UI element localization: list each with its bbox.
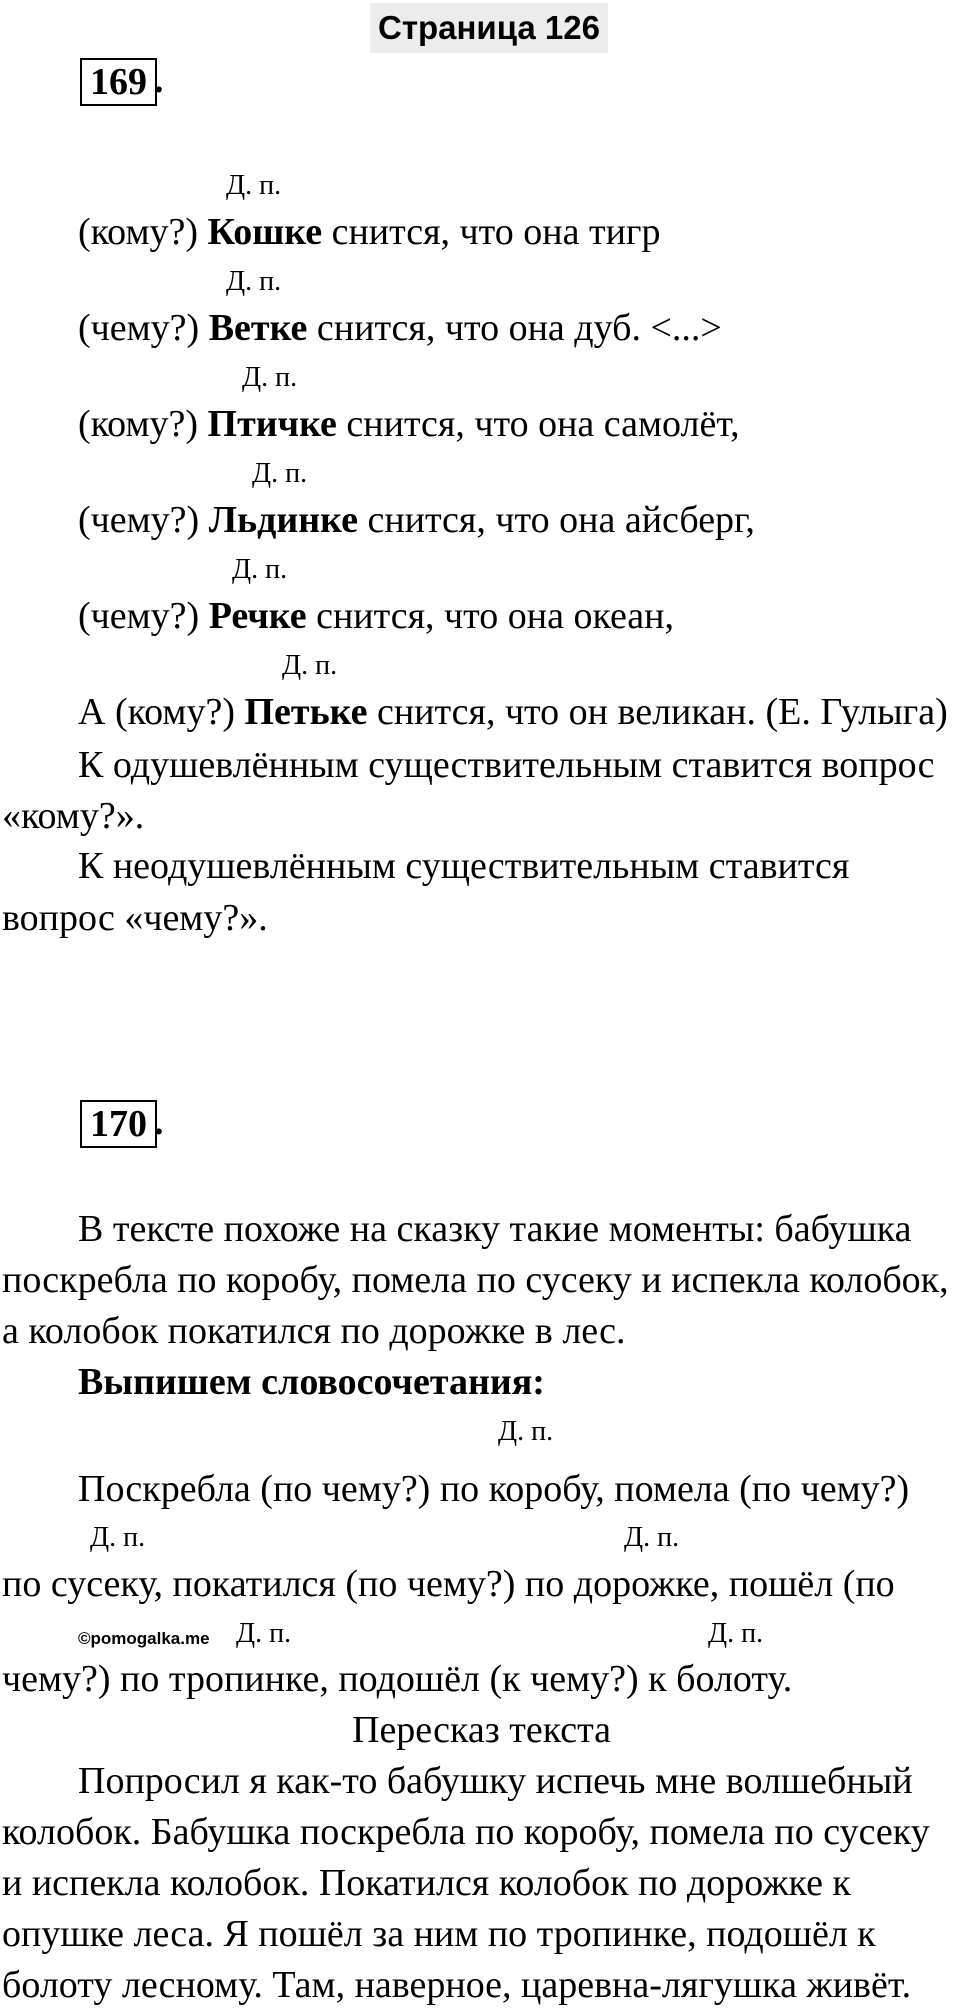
task-number-dot: . [154, 59, 164, 101]
case-note: Д. п. [252, 458, 308, 489]
case-note: Д. п. [236, 1618, 292, 1649]
paragraph-line: вопрос «чему?». [2, 897, 268, 939]
case-note: Д. п. [498, 1416, 554, 1447]
case-note: Д. п. [624, 1522, 680, 1553]
subheading: Выпишем словосочетания: [78, 1361, 545, 1403]
poem-line: (чему?) Льдинке снится, что она айсберг, [78, 499, 755, 541]
page-title: Страница 126 [370, 3, 608, 53]
paragraph-line: «кому?». [2, 795, 145, 837]
poem-line: (чему?) Ветке снится, что она дуб. <...> [78, 307, 722, 349]
task-number-170: 170 [80, 1100, 157, 1148]
poem-line: А (кому?) Петьке снится, что он великан. (Е. Гулыга) [78, 691, 948, 733]
paragraph-line: а колобок покатился по дорожке в лес. [2, 1310, 626, 1352]
case-note: Д. п. [226, 266, 282, 297]
case-note: Д. п. [282, 650, 338, 681]
case-note: Д. п. [708, 1618, 764, 1649]
poem-line: (кому?) Птичке снится, что она самолёт, [78, 403, 740, 445]
paragraph-line: поскребла по коробу, помела по сусеку и испекла колобок, [2, 1259, 949, 1301]
poem-line: (кому?) Кошке снится, что она тигр [78, 211, 661, 253]
paragraph-line: В тексте похоже на сказку такие моменты: бабушка [78, 1208, 912, 1250]
paragraph-line: К неодушевлённым существительным ставится [78, 845, 850, 887]
phrase-line: чему?) по тропинке, подошёл (к чему?) к болоту. [2, 1658, 793, 1700]
paragraph-line: колобок. Бабушка поскребла по коробу, помела по сусеку [2, 1811, 930, 1853]
case-note: Д. п. [232, 554, 288, 585]
task-number-169: 169 [80, 58, 157, 106]
paragraph-line: Попросил я как-то бабушку испечь мне волшебный [78, 1760, 913, 1802]
paragraph-line: К одушевлённым существительным ставится вопрос [78, 744, 935, 786]
paragraph-line: болоту лесному. Там, наверное, царевна-лягушка живёт. [2, 1964, 912, 2006]
case-note: Д. п. [242, 362, 298, 393]
section-title: Пересказ текста [352, 1709, 612, 1751]
task-number-dot: . [154, 1101, 164, 1143]
paragraph-line: и испекла колобок. Покатился колобок по дорожке к [2, 1862, 851, 1904]
phrase-line: по сусеку, покатился (по чему?) по дорожке, пошёл (по [2, 1563, 895, 1605]
case-note: Д. п. [90, 1522, 146, 1553]
case-note: Д. п. [226, 170, 282, 201]
phrase-line: Поскребла (по чему?) по коробу, помела (по чему?) [78, 1468, 910, 1510]
poem-line: (чему?) Речке снится, что она океан, [78, 595, 675, 637]
watermark: ©pomogalka.me [78, 1629, 210, 1648]
paragraph-line: опушке леса. Я пошёл за ним по тропинке, подошёл к [2, 1913, 876, 1955]
